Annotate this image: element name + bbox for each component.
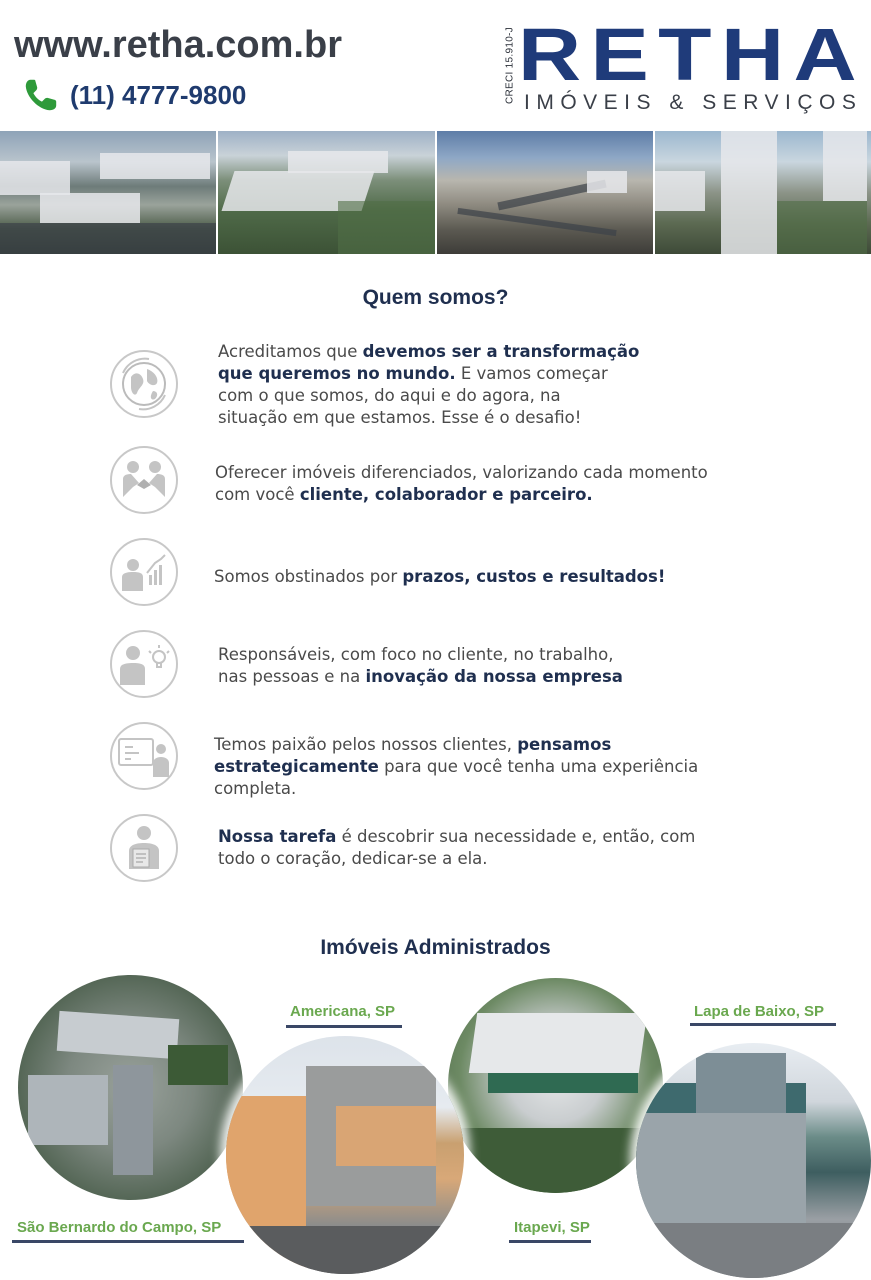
about-item-text — [214, 734, 698, 800]
highlight-text: prazos, custos e resultados! — [402, 567, 666, 586]
creci-registration — [500, 26, 518, 110]
city-skyline-photo — [437, 131, 653, 254]
highlight-text: pensamos estrategicamente — [214, 735, 612, 776]
photo-strip — [0, 131, 871, 254]
phone-icon — [22, 76, 60, 114]
idea-person-icon — [109, 629, 179, 699]
brand-subtitle: IMÓVEIS & SERVIÇOS — [524, 91, 863, 114]
highlight-text: devemos ser a transformação que queremos no mundo. — [218, 342, 640, 383]
label-itapevi: Itapevi, SP — [514, 1219, 590, 1236]
growth-chart-icon — [109, 537, 179, 607]
body-text: Somos obstinados por — [214, 567, 403, 586]
creci-text: CRECI 15.910-J — [504, 27, 516, 105]
label-underline — [509, 1240, 591, 1243]
itapevi-property-photo — [448, 978, 663, 1193]
about-item-text — [218, 826, 695, 870]
label-sao-bernardo: São Bernardo do Campo, SP — [17, 1219, 222, 1236]
lapa-de-baixo-property-photo — [636, 1043, 871, 1278]
body-text: Temos paixão pelos nossos clientes, — [214, 735, 518, 754]
handshake-icon — [109, 445, 179, 515]
about-item-text — [218, 644, 623, 688]
phone-number[interactable]: (11) 4777-9800 — [70, 79, 247, 110]
body-text: Oferecer imóveis diferenciados, valorizando cada momento com você — [215, 463, 708, 504]
warehouse-aerial-photo — [218, 131, 434, 254]
label-underline — [690, 1023, 836, 1026]
body-text: E vamos começar com o que somos, do aqui e do agora, na situação em que estamos. Esse é o desafio! — [218, 364, 608, 427]
about-item-text — [218, 341, 639, 429]
industrial-campus-photo — [0, 131, 216, 254]
about-item-text — [215, 462, 708, 506]
office-towers-photo — [655, 131, 871, 254]
label-underline — [286, 1025, 402, 1028]
website-url[interactable]: www.retha.com.br — [14, 24, 342, 66]
properties-title: Imóveis Administrados — [320, 936, 551, 959]
highlight-text: Nossa tarefa — [218, 827, 337, 846]
label-americana: Americana, SP — [290, 1003, 396, 1020]
americana-property-photo — [226, 1036, 464, 1274]
highlight-text: inovação da nossa empresa — [365, 667, 623, 686]
body-text: Acreditamos que — [218, 342, 363, 361]
strategy-board-icon — [109, 721, 179, 791]
about-title: Quem somos? — [362, 286, 509, 309]
retha-logo — [500, 13, 866, 118]
phone-contact — [22, 76, 246, 114]
globe-icon — [109, 349, 179, 419]
brand-name: RETHA — [518, 13, 866, 96]
highlight-text: cliente, colaborador e parceiro. — [299, 485, 593, 504]
clipboard-person-icon — [109, 813, 179, 883]
about-item-text — [214, 566, 665, 588]
label-lapa-de-baixo: Lapa de Baixo, SP — [694, 1003, 825, 1020]
sao-bernardo-property-photo — [18, 975, 243, 1200]
body-text: é descobrir sua necessidade e, então, com todo o coração, dedicar-se a ela. — [218, 827, 696, 868]
body-text: para que você tenha uma experiência completa. — [214, 757, 699, 798]
label-underline — [12, 1240, 244, 1243]
body-text: Responsáveis, com foco no cliente, no trabalho, nas pessoas e na — [218, 645, 614, 686]
